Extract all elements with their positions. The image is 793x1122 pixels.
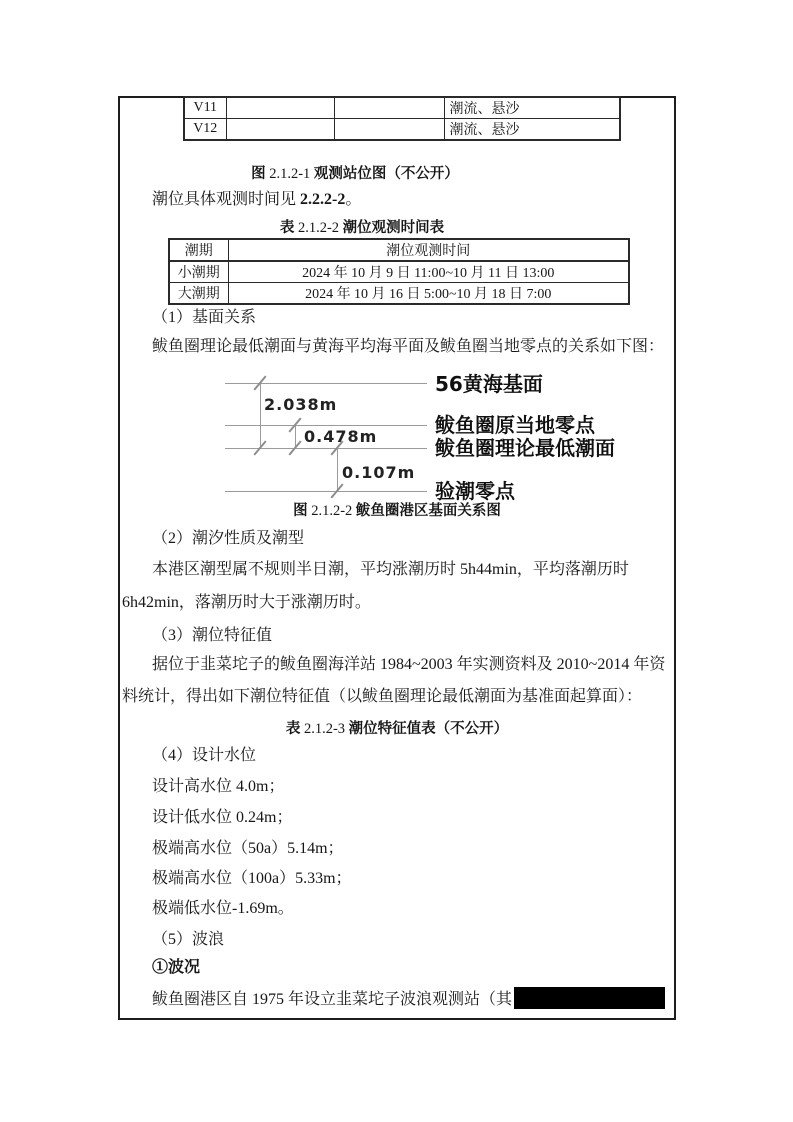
empty-cell [334,97,444,119]
table-header-row [169,239,629,261]
caption-title: 鲅鱼圈港区基面关系图 [355,503,501,519]
tide-table-caption [120,216,674,237]
distance-label: 2.038m [264,395,338,414]
note-ref: 2.2.2-2 [300,191,346,208]
caption-number: 2.1.2-1 [265,166,314,182]
section4-heading: （4）设计水位 [152,747,257,764]
section1-heading: （1）基面关系 [152,309,257,326]
tide-time-note [152,190,361,209]
datum-line-theoretical-low [225,448,427,449]
datum-line-gauge-zero [225,491,427,492]
note-tail: 。 [345,191,362,208]
datum-line-local-zero [225,425,427,426]
section3-line2: 料统计，得出如下潮位特征值（以鲅鱼圈理论最低潮面为基准面起算面）： [122,688,643,705]
caption-number: 2.1.2-2 [307,503,356,519]
section3-line1: 据位于韭菜坨子的鲅鱼圈海洋站 1984~2003 年实测资料及 2010~2014 年资 [152,656,666,673]
datum-level-label: 验潮零点 [435,479,515,503]
tide-feature-table-caption [120,717,674,738]
design-level-item: 设计低水位 0.24m； [152,809,293,826]
design-level-item: 极端低水位-1.69m。 [152,900,294,917]
datum-level-label: 56黄海基面 [435,372,543,396]
caption-title: 潮位特征值表（不公开） [348,721,509,737]
section5-heading: （5）波浪 [152,931,225,948]
caption-marker: 图 [293,503,308,519]
time-cell: 2024 年 10 月 16 日 5:00~10 月 18 日 7:00 [228,283,629,305]
design-level-item: 设计高水位 4.0m； [152,778,285,795]
station-type-cell: 潮流、悬沙 [444,97,620,119]
wave-subheading: ①波况 [152,959,201,976]
table-row [169,261,629,283]
caption-title: 观测站位图（不公开） [313,166,459,182]
content-frame [118,96,676,1020]
table-row [169,283,629,305]
datum-level-label: 鲅鱼圈理论最低潮面 [435,436,615,460]
distance-label: 0.107m [342,463,416,482]
datum-line-huanghai [225,383,427,384]
dimension-line [260,383,261,448]
period-header-cell: 潮期 [169,239,228,261]
datum-level-label: 鲅鱼圈原当地零点 [435,413,595,437]
distance-label: 0.478m [304,427,378,446]
time-header-cell: 潮位观测时间 [228,239,629,261]
station-type-cell: 潮流、悬沙 [444,119,620,141]
section1-intro: 鲅鱼圈理论最低潮面与黄海平均海平面及鲅鱼圈当地零点的关系如下图： [152,338,665,355]
empty-cell [334,119,444,141]
section2-line1: 本港区潮型属不规则半日潮，平均涨潮历时 5h44min，平均落潮历时 [152,561,629,578]
caption-number: 2.1.2-2 [294,220,343,236]
caption-marker: 图 [251,166,266,182]
tide-observation-time-table [168,238,630,305]
section3-heading: （3）潮位特征值 [152,627,273,644]
station-id-cell: V11 [184,97,226,119]
section2-heading: （2）潮汐性质及潮型 [152,530,305,547]
empty-cell [226,97,334,119]
station-id-cell: V12 [184,119,226,141]
redaction-box [514,987,665,1009]
wave-paragraph-text: 鲅鱼圈港区自 1975 年设立韭菜坨子波浪观测站（其 [152,991,513,1008]
caption-title: 潮位观测时间表 [342,220,445,236]
empty-cell [226,119,334,141]
caption-number: 2.1.2-3 [300,721,349,737]
period-cell: 大潮期 [169,283,228,305]
section2-line2: 6h42min，落潮历时大于涨潮历时。 [122,594,371,611]
caption-marker: 表 [285,721,301,737]
wave-paragraph [152,987,665,1009]
table-row [184,119,620,141]
figure1-caption [120,162,674,183]
time-cell: 2024 年 10 月 9 日 11:00~10 月 11 日 13:00 [228,261,629,283]
table-row [184,97,620,119]
datum-relationship-diagram [220,368,650,508]
caption-marker: 表 [279,220,295,236]
design-level-item: 极端高水位（50a）5.14m； [152,840,344,857]
note-lead: 潮位具体观测时间见 [152,191,301,208]
dimension-line [337,448,338,491]
figure2-caption [120,499,674,520]
period-cell: 小潮期 [169,261,228,283]
design-level-item: 极端高水位（100a）5.33m； [152,870,352,887]
stations-table [183,96,621,141]
